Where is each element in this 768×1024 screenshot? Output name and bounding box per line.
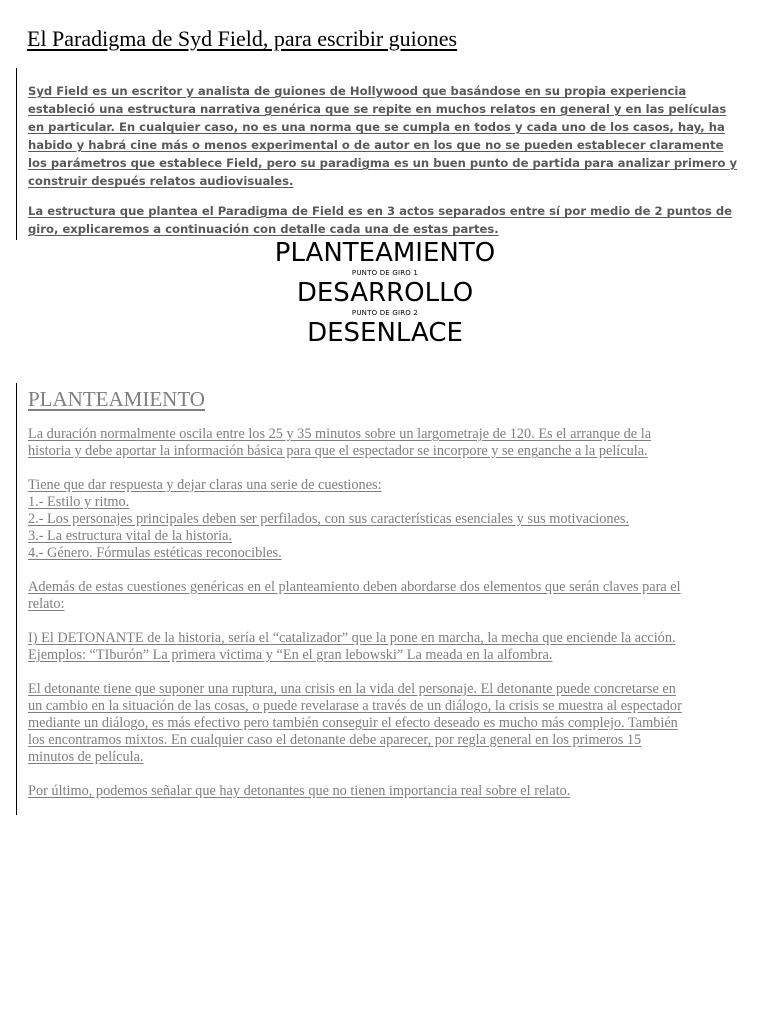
section-planteamiento	[28, 386, 746, 817]
act-desarrollo: DESARROLLO	[296, 278, 474, 308]
margin-rule-section	[16, 383, 17, 815]
section-paragraph	[28, 681, 746, 766]
section-heading: PLANTEAMIENTO	[28, 387, 205, 411]
act-planteamiento: PLANTEAMIENTO	[274, 238, 496, 268]
intro-block	[28, 82, 742, 250]
text-line: La duración normalmente oscila entre los 25 y 35 minutos sobre un largometraje de 120. Es el arranque de la	[28, 426, 652, 442]
intro-paragraph-1	[28, 82, 742, 190]
text-line: El detonante tiene que suponer una ruptura, una crisis en la vida del personaje. El detonante puede concretarse en	[28, 681, 676, 697]
text-line: Por último, podemos señalar que hay detonantes que no tienen importancia real sobre el relato.	[28, 783, 571, 799]
text-line: un cambio en la situación de las cosas, o puede revelarase a través de un diálogo, la crisis se muestra al espectador	[28, 698, 682, 714]
list-item: 4.- Género. Fórmulas estéticas reconocibles.	[28, 545, 282, 561]
turning-point-1: PUNTO DE GIRO 1	[351, 269, 419, 277]
text-line: I) El DETONANTE de la historia, sería el “catalizador” que la pone en marcha, la mecha que enciende la acción.	[28, 630, 676, 646]
text-line: relato:	[28, 596, 65, 612]
section-paragraph	[28, 477, 746, 562]
intro-paragraph-2	[28, 202, 742, 238]
text-line: mediante un diálogo, es más efectivo pero también conseguir el efecto deseado es mucho más complejo. También	[28, 715, 678, 731]
margin-rule-intro	[16, 68, 17, 240]
text-line: explicaremos a continuación con detalle cada una de estas partes.	[62, 222, 499, 236]
text-line: La estructura que plantea el Paradigma de Field es en 3 actos separados entre sí por medio de 2 puntos de giro,	[28, 204, 733, 236]
text-line: Tiene que dar respuesta y dejar claras una serie de cuestiones:	[28, 477, 382, 493]
section-paragraph	[28, 426, 746, 460]
text-line: los encontramos mixtos. En cualquier caso el detonante debe aparecer, por regla general en los primeros 15	[28, 732, 642, 748]
three-act-diagram	[230, 238, 540, 348]
section-paragraph	[28, 579, 746, 613]
document-title: El Paradigma de Syd Field, para escribir guiones	[27, 26, 458, 51]
act-desenlace: DESENLACE	[307, 318, 463, 348]
text-line: Syd Field es un escritor y analista de guiones de Hollywood que basándose en su propia experiencia estableció una	[28, 84, 687, 116]
text-line: Además de estas cuestiones genéricas en el planteamiento deben abordarse dos elementos que serán claves para el	[28, 579, 681, 595]
text-line: estructura narrativa genérica que se repite en muchos relatos en general y en las películas en particular. En cualquier caso,	[28, 102, 727, 134]
list-item: 2.- Los personajes principales deben ser perfilados, con sus características esenciales y sus motivaciones.	[28, 511, 630, 527]
list-item: 1.- Estilo y ritmo.	[28, 494, 130, 510]
text-line: minutos de película.	[28, 749, 144, 765]
text-line: de autor en los que no se pueden establecer claramente los parámetros que establece Field, pero su paradigma es un buen	[28, 138, 724, 170]
text-line: no es una norma que se cumpla en todos y cada uno de los casos, hay, ha habido y habrá cine más o menos experimental o	[28, 120, 725, 152]
section-paragraph	[28, 630, 746, 664]
list-item: 3.- La estructura vital de la historia.	[28, 528, 233, 544]
turning-point-2: PUNTO DE GIRO 2	[351, 309, 419, 317]
text-line: historia y debe aportar la información básica para que el espectador se incorpore y se enganche a la película.	[28, 443, 648, 459]
text-line: Ejemplos: “TIburón” La primera victima y “En el gran lebowski” La meada en la alfombra.	[28, 647, 553, 663]
text-line: punto de partida para analizar primero y construir después relatos audiovisuales.	[28, 156, 738, 188]
section-paragraph	[28, 783, 746, 800]
